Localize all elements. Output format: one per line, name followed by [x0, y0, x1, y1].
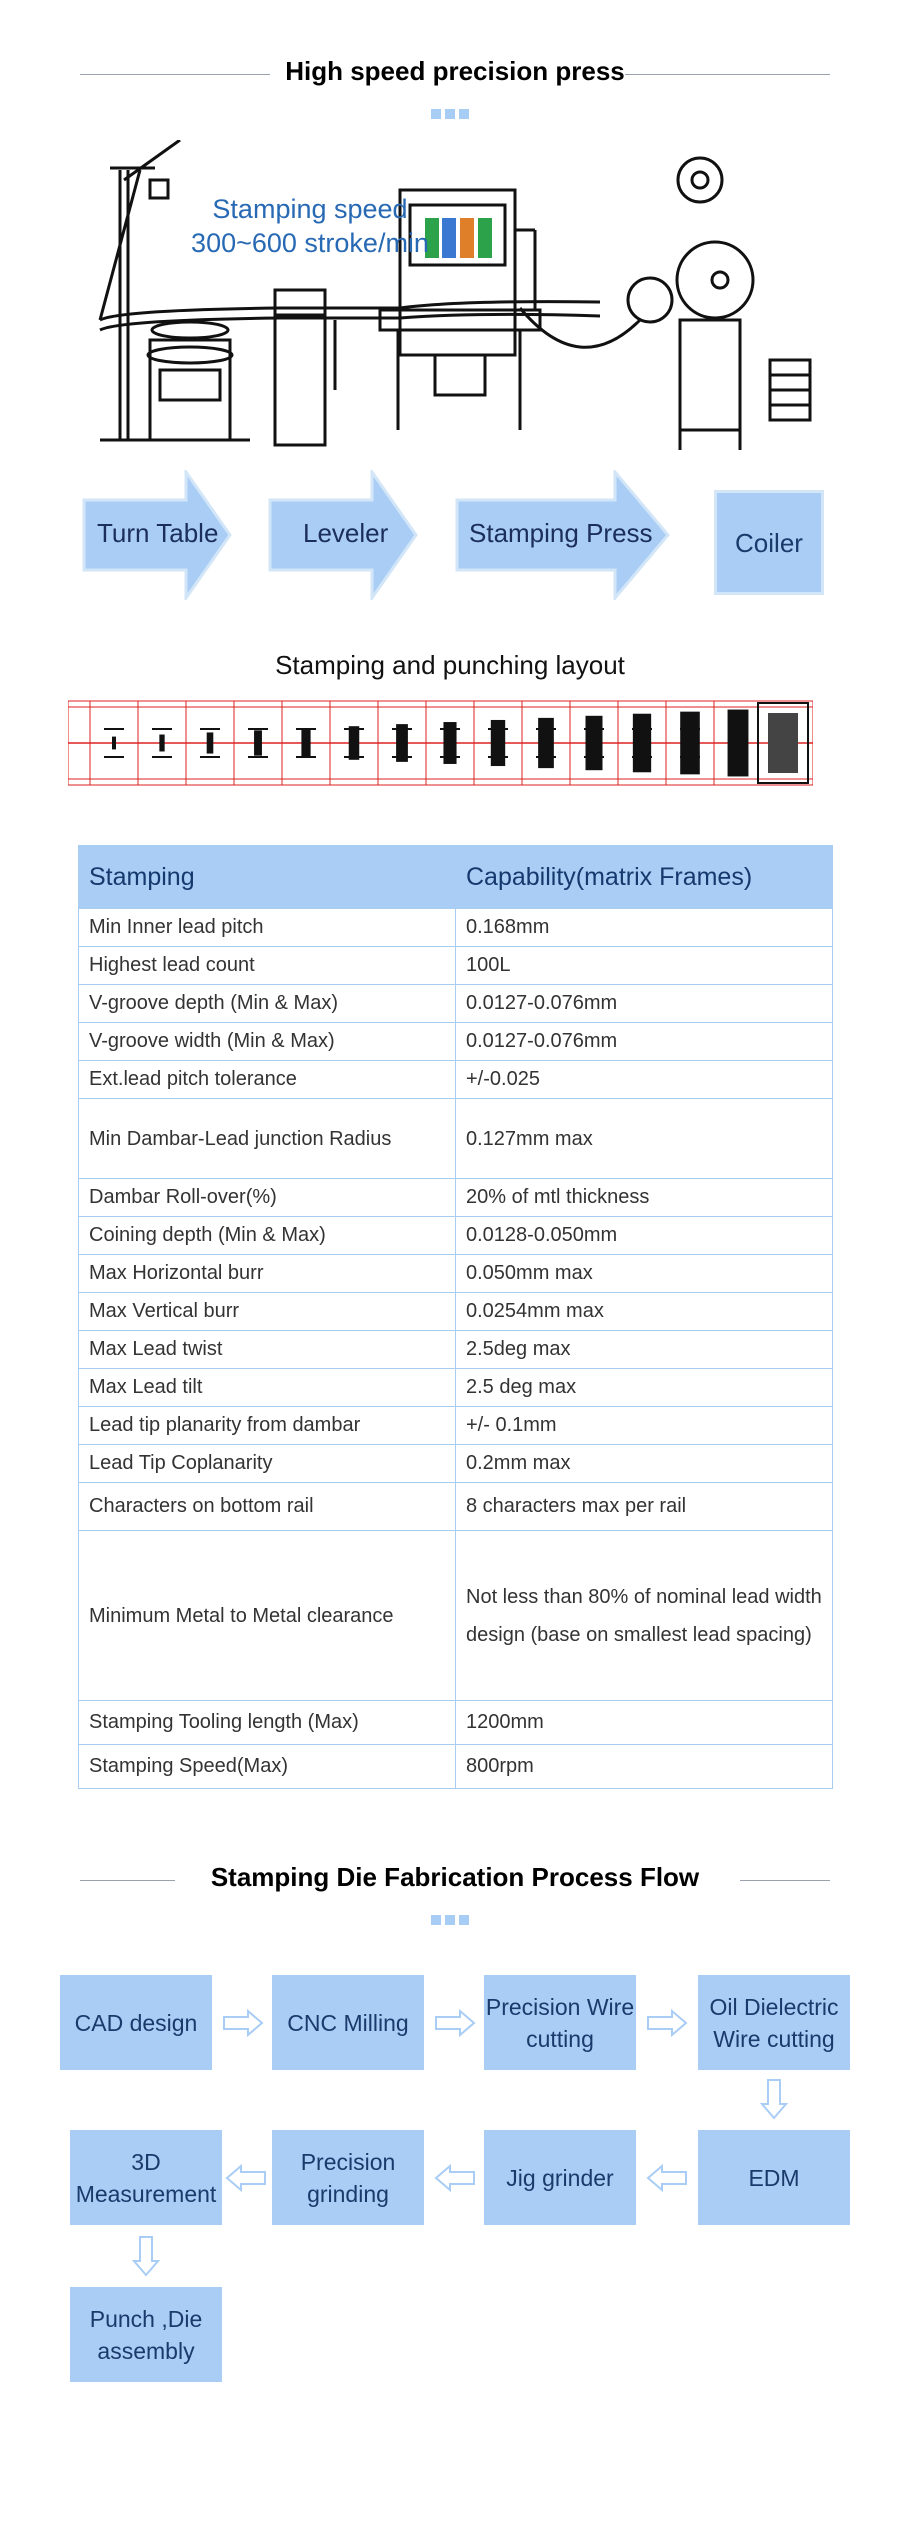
table-cell-capability: 100L — [456, 947, 833, 985]
section-heading-process-flow — [80, 1858, 830, 1898]
flow-step-precision-grinding: Precision grinding — [272, 2130, 424, 2225]
flow-step-3d-measurement: 3D Measurement — [70, 2130, 222, 2225]
table-cell-capability: 0.0127-0.076mm — [456, 985, 833, 1023]
flow-arrow-down-icon — [760, 2078, 788, 2120]
table-cell-capability: 800rpm — [456, 1745, 833, 1789]
table-cell-parameter: Max Lead twist — [79, 1331, 456, 1369]
arrow-turn-table — [82, 470, 232, 600]
table-row — [79, 1179, 833, 1217]
table-row — [79, 1701, 833, 1745]
flow-step-punch-die-assembly: Punch ,Die assembly — [70, 2287, 222, 2382]
flow-arrow-right-icon — [222, 2009, 264, 2037]
table-row — [79, 1745, 833, 1789]
table-row — [79, 909, 833, 947]
table-cell-capability: 0.0128-0.050mm — [456, 1217, 833, 1255]
table-cell-parameter: V-groove depth (Min & Max) — [79, 985, 456, 1023]
table-header-row — [79, 846, 833, 909]
table-cell-parameter: Stamping Speed(Max) — [79, 1745, 456, 1789]
table-cell-capability: 0.2mm max — [456, 1445, 833, 1483]
table-cell-capability: 2.5 deg max — [456, 1369, 833, 1407]
table-header-cell: Stamping — [79, 846, 456, 909]
table-cell-capability: 0.050mm max — [456, 1255, 833, 1293]
table-row — [79, 1099, 833, 1179]
table-cell-capability: 2.5deg max — [456, 1331, 833, 1369]
table-row — [79, 1445, 833, 1483]
arrow-label: Turn Table — [97, 518, 219, 548]
arrow-leveler — [268, 470, 418, 600]
table-cell-capability: +/-0.025 — [456, 1061, 833, 1099]
table-row — [79, 1483, 833, 1531]
table-cell-parameter: V-groove width (Min & Max) — [79, 1023, 456, 1061]
table-cell-capability: 0.0254mm max — [456, 1293, 833, 1331]
section-title: High speed precision press — [285, 56, 625, 86]
heading-dots — [0, 106, 900, 124]
speed-line-1: Stamping speed — [212, 194, 408, 224]
table-row — [79, 1255, 833, 1293]
flow-arrow-left-icon — [646, 2164, 688, 2192]
table-cell-parameter: Dambar Roll-over(%) — [79, 1179, 456, 1217]
box-coiler — [714, 490, 824, 595]
table-cell-parameter: Stamping Tooling length (Max) — [79, 1701, 456, 1745]
speed-line-2: 300~600 stroke/min — [191, 228, 429, 258]
heading-rule-right — [625, 74, 830, 75]
table-row — [79, 1369, 833, 1407]
table-cell-parameter: Max Lead tilt — [79, 1369, 456, 1407]
stamping-speed-note — [160, 192, 460, 260]
arrow-label: Leveler — [303, 518, 389, 548]
table-header-cell: Capability(matrix Frames) — [456, 846, 833, 909]
table-cell-parameter: Ext.lead pitch tolerance — [79, 1061, 456, 1099]
arrow-stamping-press — [455, 470, 670, 600]
table-cell-parameter: Max Horizontal burr — [79, 1255, 456, 1293]
box-label: Coiler — [735, 527, 803, 558]
flow-arrow-right-icon — [434, 2009, 476, 2037]
table-cell-capability: 20% of mtl thickness — [456, 1179, 833, 1217]
table-row — [79, 985, 833, 1023]
table-cell-capability: 8 characters max per rail — [456, 1483, 833, 1531]
flow-arrow-left-icon — [225, 2164, 267, 2192]
section-title: Stamping Die Fabrication Process Flow — [210, 1862, 700, 1892]
heading-rule-right — [740, 1880, 830, 1881]
table-row — [79, 1331, 833, 1369]
flow-arrow-down-icon — [132, 2235, 160, 2277]
table-cell-capability: 0.0127-0.076mm — [456, 1023, 833, 1061]
table-cell-parameter: Max Vertical burr — [79, 1293, 456, 1331]
flow-step-cnc-milling: CNC Milling — [272, 1975, 424, 2070]
heading-dots — [0, 1912, 900, 1930]
table-row — [79, 1217, 833, 1255]
flow-step-precision-wire-cutting: Precision Wire cutting — [484, 1975, 636, 2070]
table-row — [79, 947, 833, 985]
table-cell-capability: 0.168mm — [456, 909, 833, 947]
flow-step-edm: EDM — [698, 2130, 850, 2225]
layout-title: Stamping and punching layout — [275, 650, 625, 680]
table-cell-parameter: Lead tip planarity from dambar — [79, 1407, 456, 1445]
table-cell-parameter: Min Dambar-Lead junction Radius — [79, 1099, 456, 1179]
table-cell-capability: 0.127mm max — [456, 1099, 833, 1179]
table-row — [79, 1023, 833, 1061]
capability-table — [78, 845, 833, 1789]
flow-arrow-left-icon — [434, 2164, 476, 2192]
table-cell-parameter: Min Inner lead pitch — [79, 909, 456, 947]
table-cell-capability: 1200mm — [456, 1701, 833, 1745]
section-heading-press — [80, 52, 830, 92]
table-cell-parameter: Lead Tip Coplanarity — [79, 1445, 456, 1483]
table-cell-parameter: Minimum Metal to Metal clearance — [79, 1531, 456, 1701]
table-row — [79, 1293, 833, 1331]
table-row — [79, 1531, 833, 1701]
press-line-illustration — [80, 140, 840, 460]
table-cell-parameter: Characters on bottom rail — [79, 1483, 456, 1531]
table-row — [79, 1061, 833, 1099]
table-row — [79, 1407, 833, 1445]
flow-step-oil-dielectric-wire-cutting: Oil Dielectric Wire cutting — [698, 1975, 850, 2070]
flow-step-jig-grinder: Jig grinder — [484, 2130, 636, 2225]
flow-step-cad-design: CAD design — [60, 1975, 212, 2070]
arrow-label: Stamping Press — [469, 518, 653, 548]
table-cell-parameter: Coining depth (Min & Max) — [79, 1217, 456, 1255]
table-cell-capability: Not less than 80% of nominal lead width design (base on smallest lead spacing) — [456, 1531, 833, 1701]
flow-arrow-right-icon — [646, 2009, 688, 2037]
table-cell-capability: +/- 0.1mm — [456, 1407, 833, 1445]
stamping-layout-strip — [68, 693, 813, 793]
table-cell-parameter: Highest lead count — [79, 947, 456, 985]
